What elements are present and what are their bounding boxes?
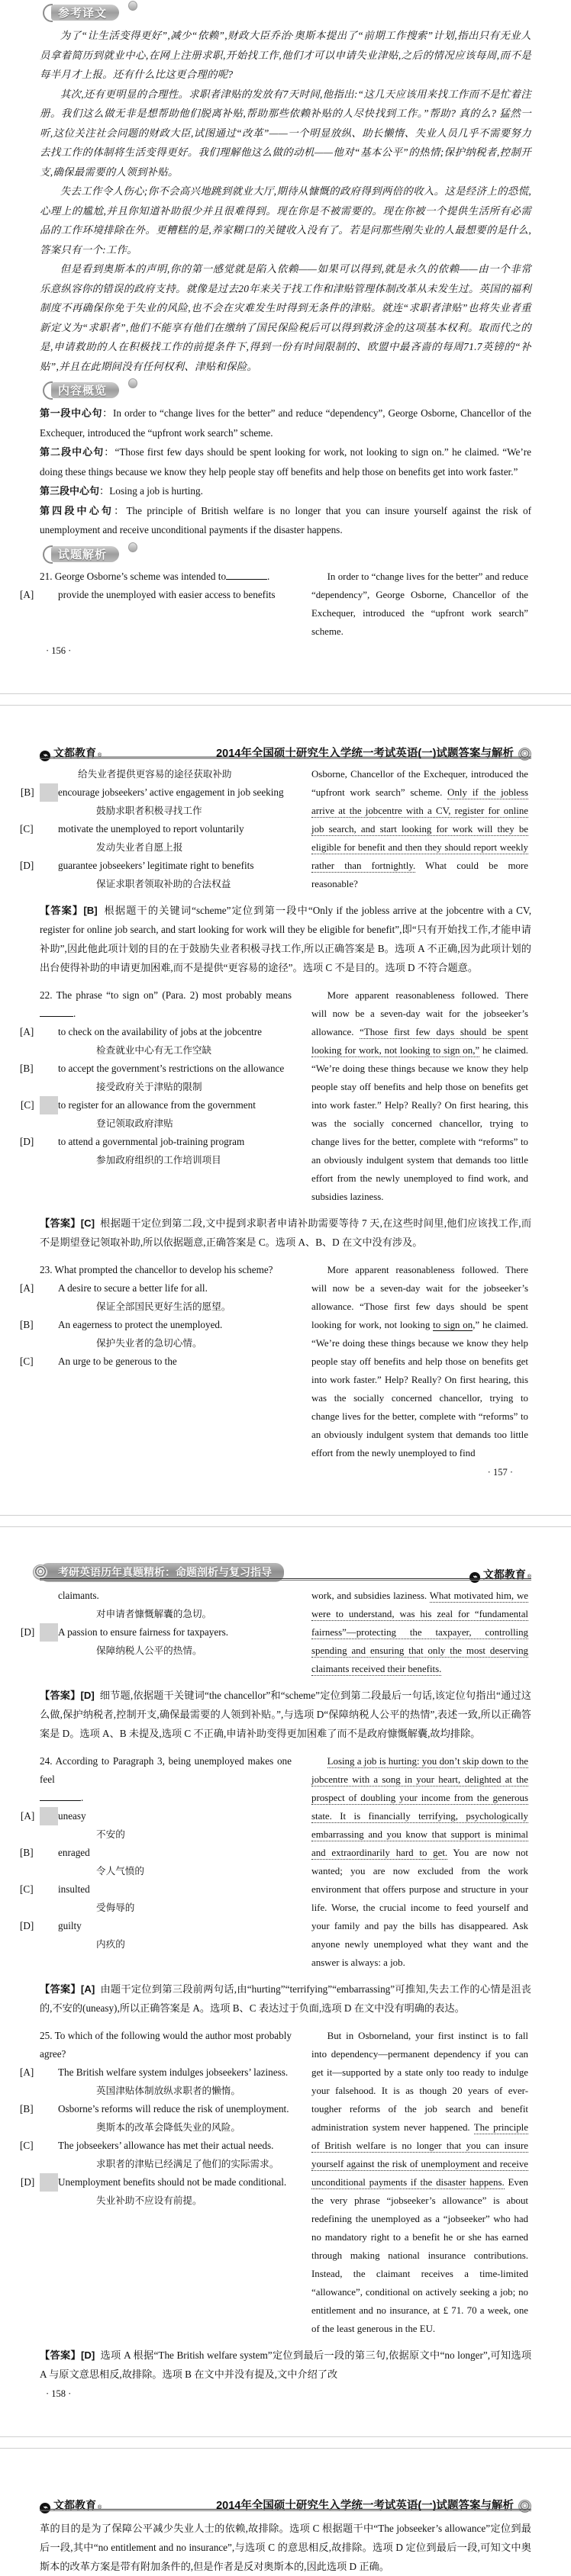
answer-explanation: 由题干定位到第三段前两句话,由“hurting”“terrifying”“embarrassing”可推知,失去工作的心情是沮丧的,不安的(uneasy),所以正确答案是 A。选项 B、C 表达过于负面,选项 D 在文中没有明确的表达。 — [40, 1983, 531, 2014]
overview-label: 第一段中心句 — [40, 407, 103, 419]
stem-tail: . — [267, 570, 270, 582]
answer-21 — [40, 901, 531, 977]
option-text-en: to register for an allowance from the government — [58, 1098, 256, 1111]
passage-column-right — [311, 1752, 528, 1972]
option-tag: [A] — [20, 588, 34, 600]
passage-plain-tail: he claimed. “We’re doing these things because we know they help people stay off benefits and help those on benefits get into work faster.” Help? Really? On first hearing, this was the socially concerned chancellor, trying to change lives for the better, complete with “reforms” to an obviously indulgent system that demands too little effort from the newly unemployed to find work, and subsidies laziness. — [311, 1044, 529, 1202]
option-tag: [B] — [40, 783, 58, 802]
publisher-name: 文都教育 — [482, 1568, 526, 1581]
option-tag: [C] — [40, 1096, 58, 1114]
option-text-cn: 令人气愤的 — [96, 1865, 144, 1877]
page-top-space — [0, 1527, 571, 1553]
page-separator — [0, 2436, 571, 2449]
passage-plain: In order to “change lives for the better” and reduce “dependency”, George Osborne, Chancellor of the Exchequer, introduced the “upfront work search” scheme. — [311, 571, 528, 637]
answer-explanation: 细节题,依据题干关键词“the chancellor”和“scheme”定位到第二段最后一句话,该定位句指出“通过这么做,保护纳税者,控制开支,确保最需要的人领到补贴。”,与选项 D“保障纳税人公平的热情”,表述一致,所以正确答案是 D。选项 A、B 未提及,选项 C 不正确,申请补助变得更加困难了而不是政府慷慨解囊,故均排除。 — [40, 1689, 531, 1739]
badge-knob-icon — [128, 542, 137, 552]
option-text-cn: 不安的 — [96, 1828, 125, 1840]
running-title: 2014年全国硕士研究生入学统一考试英语(一)试题答案与解析 — [216, 2499, 514, 2512]
overview-text: “Those first few days should be spent looking for work, not looking to sign on.” he claimed. “We’re doing these things because we know they help people stay off benefits and help those on benefits get into work faster.” — [40, 446, 531, 478]
question-stem — [40, 986, 292, 1023]
question-column-left — [21, 1587, 292, 1678]
option-text-cn: 登记领取政府津贴 — [96, 1118, 173, 1129]
passage-excerpt — [311, 1752, 528, 1972]
option-b[interactable] — [21, 783, 292, 820]
option-text-en: Osborne’s reforms will reduce the risk of unemployment. — [58, 2102, 289, 2115]
header-rule — [40, 757, 531, 759]
page-bottom-space — [0, 2400, 571, 2426]
badge-knob-icon — [128, 1, 137, 11]
passage-plain-tail: Even the very phrase “jobseeker’s allowance” is about redefining the unemployed as a “jobseeker” who had no mandatory right to a benefit he or she has earned through making national insurance contributions. Instead, the claimant receives a time-limited “allowance”, conditional on actively seeking a job; no entitlement and no insurance, at £ 71. 70 a week, one of the least generous in the EU. — [311, 2176, 528, 2334]
answer-explanation: 根据题干定位到第二段,文中提到求职者申请补助需要等待 7 天,在这些时间里,他们应该找工作,而不是期望登记领取补助,所以依据题意,正确答案是 C。选项 A、B、D 在文中没有涉及。 — [40, 1217, 532, 1248]
overview-label: 第四段中心句 — [40, 504, 115, 516]
overview-sep: ： — [104, 446, 115, 458]
header-rule — [40, 1578, 531, 1581]
registered-icon: ® — [527, 1574, 531, 1580]
option-text-en: to check on the availability of jobs at the jobcentre — [58, 1025, 262, 1037]
option-text-en: enraged — [58, 1846, 90, 1858]
answer-key: 【答案】[C] — [40, 1217, 95, 1229]
option-tag: [C] — [20, 1355, 34, 1367]
answer-key: 【答案】[A] — [40, 1983, 95, 1995]
answer-blank[interactable] — [40, 1800, 81, 1801]
passage-wavy-underline: What motivated him, we were to understand, was his zeal for “fundamental fairness”—protecting the taxpayer, controlling spending and ensuring that only the most deserving claimants received their benefits. — [311, 1590, 528, 1674]
question-text: George Osborne’s scheme was intended to — [54, 570, 227, 582]
section-badge-label: 试题解析 — [51, 546, 119, 562]
question-text: According to Paragraph 3, being unemployed makes one feel — [40, 1754, 292, 1785]
option-text-cn: 参加政府组织的工作培训项目 — [96, 1154, 221, 1166]
option-text-en: to accept the government’s restrictions on the allowance — [58, 1062, 285, 1074]
option-text-en: The British welfare system indulges jobseekers’ laziness. — [58, 2066, 289, 2078]
overview-label: 第三段中心句 — [40, 485, 100, 497]
option-tag: [B] — [20, 2102, 34, 2115]
option-text-en-cont: claimants. — [58, 1589, 99, 1601]
option-text-en: to attend a governmental job-training program — [58, 1135, 245, 1147]
option-text-en: encourage jobseekers’ active engagement in job seeking — [58, 786, 284, 798]
option-a[interactable] — [21, 1807, 292, 1844]
question-column-left — [20, 1752, 292, 1972]
page-top-space — [0, 706, 571, 732]
answer-25-part-b: 革的目的是为了保障公平减少失业人士的依赖,故排除。选项 C 根据题干中“The jobseeker’s allowance”定位到最后一段,其中“no entitlement and no insurance”,与选项 C 的意思相反,故排除。选项 D 定位到最后一段,可知文中奥斯本的改革方案是带有附加条件的,但是作者是反对奥斯本的,因此选项 D 正确。 — [40, 2522, 531, 2572]
overview-item — [40, 481, 531, 501]
passage-plain: But in Osborneland, your first instinct is to fall into dependency—permanent dependency if you can get it—supported by a state only too ready to indulge your falsehood. It is as though 20 years of ever-tougher reforms of the job search and benefit administration system never happened. — [311, 2030, 528, 2133]
overview-text: Losing a job is hurting. — [109, 485, 203, 497]
option-text-cn: 对申请者慷慨解囊的急切。 — [96, 1608, 212, 1619]
question-column-left — [20, 568, 292, 641]
option-a[interactable] — [20, 586, 292, 604]
question-stem — [40, 1261, 292, 1279]
option-tag: [A] — [20, 1282, 34, 1294]
answer-blank[interactable] — [40, 1016, 73, 1017]
option-c-cn — [40, 1587, 292, 1623]
passage-wavy-underline: The principle of British welfare is no longer that you can insure yourself against the risk of unemployment and receive unconditional payments if the disaster happens. — [311, 2121, 528, 2188]
passage-wavy-underline: “Those first few days should be spent looking for work, not looking to sign on,” — [311, 1026, 528, 1056]
option-text-cn: 保护失业者的急切心情。 — [96, 1337, 202, 1349]
passage-straight-underline: to sign on — [433, 1319, 473, 1330]
overview-item — [40, 442, 531, 481]
option-d[interactable] — [21, 2173, 292, 2210]
option-tag: [D] — [40, 1623, 58, 1642]
option-tag: [D] — [20, 1919, 34, 1931]
publisher-name: 文都教育 — [53, 2498, 96, 2511]
registered-icon: ® — [98, 2504, 102, 2510]
question-21-block — [20, 568, 531, 641]
option-text-cn: 英国津贴体制放纵求职者的懒惰。 — [96, 2085, 240, 2096]
option-text-en: guilty — [58, 1919, 82, 1931]
answer-22 — [40, 1214, 531, 1252]
passage-plain-tail: ,” he claimed. “We’re doing these things because we know they help people stay off benefits and help those on benefits get into work faster.” Help? Really? On first hearing, this was the socially concerned chancellor, trying to change lives for the better, complete with “reforms” to an obviously indulgent system that demands too little effort from the newly unemployed to find — [311, 1319, 528, 1458]
option-tag: [B] — [20, 1062, 34, 1074]
header-rule — [40, 2509, 531, 2511]
passage-plain-tail: What could be more reasonable? — [311, 860, 528, 889]
option-tag: [C] — [20, 2139, 34, 2151]
option-tag: [D] — [40, 2173, 58, 2192]
question-22-block — [20, 986, 531, 1206]
option-tag: [C] — [20, 1883, 34, 1895]
stem-tail: . — [81, 1791, 84, 1803]
option-b[interactable] — [20, 2100, 292, 2137]
translation-paragraph: 失去工作令人伤心;你不会高兴地跳到就业大厅,期待从慷慨的政府得到两倍的收入。这是经济上的恐慌,心理上的尴尬,并且你知道补助很少并且很难得到。现在你是不被需要的。现在你被一个提供生活所有必需品的工作环境排除在外。更糟糕的是,养家糊口的关键收入没有了。若是问那些刚失业的人最想要的是什么,答案只有一个:工作。 — [40, 185, 531, 256]
option-text-cn: 受侮辱的 — [96, 1902, 135, 1913]
running-title: 2014年全国硕士研究生入学统一考试英语(一)试题答案与解析 — [216, 747, 514, 760]
passage-wavy-underline: Losing a job is hurting: you don’t skip down to the jobcentre with a song in your heart, delighted at the prospect of doubling your income from the generous state. It is financially terrifying, psychologically embarrassing and you know that support is minimal and extraordinarily hard to get. — [311, 1755, 528, 1858]
passage-plain-tail: You are now not wanted; you are now excluded from the work environment that offers purpose and structure in your life. Worse, the crucial income to feed yourself and your family and pay the bills has disappeared. Ask anyone newly unemployed what they want and the answer is always: a job. — [311, 1847, 529, 1968]
overview-item — [40, 501, 531, 540]
page-separator — [0, 1515, 571, 1527]
option-text-en: motivate the unemployed to report voluntarily — [58, 822, 244, 835]
option-text-cn: 鼓励求职者积极寻找工作 — [96, 805, 202, 816]
book-title-text: 考研英语历年真题精析：命题剖析与复习指导 — [58, 1565, 272, 1578]
option-text-en: insulted — [58, 1883, 90, 1895]
answer-explanation: 根据题干的关键词“scheme”定位到第一段中“Only if the jobless arrive at the jobcentre with a CV, register for online job search, and start looking for work will they be eligible for benefit”,即“只有开始找工作,才能申请补助”,因此他此项计划的目的在于鼓励失业者积极寻找工作,所以正确答案是 B。选项 A 不正确,因为此项计划的出台使得补助的申请更加困难,而不是提供“更容易的途径”。选项 C 不是目的。选项 D 不符合题意。 — [40, 904, 531, 973]
page-157 — [0, 732, 571, 1553]
section-badge-label: 参考译文 — [51, 5, 119, 21]
passage-excerpt — [311, 1587, 528, 1678]
option-text-en: A passion to ensure fairness for taxpayers. — [58, 1626, 229, 1638]
option-tag: [C] — [20, 822, 34, 835]
overview-text: The principle of British welfare is no longer that you can insure yourself against the risk of unemployment and receive unconditional payments if the disaster happens. — [40, 504, 531, 535]
passage-column-right — [311, 765, 528, 893]
answer-key: 【答案】[B] — [40, 904, 98, 916]
question-stem — [40, 2027, 292, 2063]
translation-paragraph: 为了“让生活变得更好”,减少“依赖”,财政大臣乔治·奥斯本提出了“前期工作搜索”计划,指出只有无业人员拿着简历到就业中心,在网上注册求职,开始找工作,他们才可以申请失业津贴,之后的情况应该每周,而不是每半月才上报。还有什么比这更合理的呢? — [40, 30, 531, 80]
overview-item — [40, 404, 531, 442]
passage-column-right — [311, 2027, 528, 2338]
option-text-cn: 内疚的 — [96, 1938, 125, 1950]
question-number: 21. — [40, 570, 53, 582]
overview-list — [40, 404, 531, 540]
running-header-158 — [0, 1553, 571, 1582]
page-separator — [0, 693, 571, 706]
option-a-cn — [40, 765, 292, 783]
option-text-cn: 失业补助不应设有前提。 — [96, 2195, 202, 2206]
option-c[interactable] — [20, 2137, 292, 2173]
question-text: To which of the following would the author most probably agree? — [40, 2029, 292, 2060]
question-23-continued — [21, 1587, 531, 1678]
wendu-logo-icon: ⌁ — [40, 751, 50, 761]
overview-text: In order to “change lives for the better” and reduce “dependency”, George Osborne, Chancellor of the Exchequer, introduced the “upfront work search” scheme. — [40, 407, 531, 439]
question-stem — [40, 1752, 292, 1789]
page-158 — [0, 1553, 571, 2484]
option-d[interactable] — [20, 1917, 292, 1954]
registered-icon: ® — [98, 752, 102, 758]
page-156 — [0, 0, 571, 732]
option-text-cn: 检查就业中心有无工作空缺 — [96, 1044, 212, 1056]
translation-paragraph: 其次,还有更明显的合理性。求职者津贴的发放有7天时间,他指出:“这几天应该用来找工作而不是忙着注册。我们这么做无非是想帮助他们脱离补贴,帮助那些依赖补贴的人尽快找到工作。”帮助? 真的么? 猛然一听,这位关注社会问题的财政大臣,试图通过“改革”——一个明显放纵、助长懒惰、失业人员几乎不需要努力去找工作的体制将生活变得更好。我们理解他这么做的动机——他对“基本公平”的热情;保护纳税者,控制开支,确保最需要的人领到补贴。 — [40, 88, 531, 178]
option-text-cn: 保证全部国民更好生活的愿望。 — [96, 1301, 231, 1312]
passage-column-right — [311, 568, 528, 641]
option-text-en: An eagerness to protect the unemployed. — [58, 1318, 223, 1330]
option-b[interactable] — [20, 1060, 292, 1096]
option-tag: [B] — [20, 1318, 34, 1330]
answer-key: 【答案】[D] — [40, 1689, 95, 1701]
passage-column-right — [311, 1261, 528, 1462]
option-text-cn: 给失业者提供更容易的途径获取补助 — [78, 768, 232, 780]
page-159-fragment — [0, 2484, 571, 2576]
passage-column-right — [311, 1587, 528, 1678]
section-badge-overview — [43, 381, 531, 400]
question-stem-blank-line — [40, 1789, 292, 1807]
option-a[interactable] — [20, 2063, 292, 2100]
overview-sep: ： — [102, 407, 114, 419]
answer-explanation-part-a: 选项 A 根据“The British welfare system”定位到最后一段的第三句,依据原文中“no longer”,可知选项 A 与原文意思相反,故排除。选项 B 在文中并没有提及,文中介绍了改 — [40, 2349, 532, 2380]
passage-plain-cont: work, and subsidies laziness. — [311, 1590, 430, 1601]
option-text-en: The jobseekers’ allowance has met their actual needs. — [58, 2139, 274, 2151]
option-text-cn: 保障纳税人公平的热情。 — [96, 1645, 202, 1656]
option-tag: [A] — [20, 1025, 34, 1037]
option-tag: [B] — [20, 1846, 34, 1858]
option-d[interactable] — [20, 857, 292, 893]
badge-knob-icon — [128, 378, 137, 388]
option-text-en: provide the unemployed with easier access to benefits — [58, 588, 276, 600]
option-a[interactable] — [20, 1279, 292, 1316]
option-c[interactable] — [20, 1880, 292, 1917]
overview-sep: ： — [114, 504, 127, 516]
passage-column-right — [311, 986, 528, 1206]
answer-blank[interactable] — [226, 579, 267, 580]
stem-tail: . — [73, 1007, 76, 1019]
translation-paragraph: 但是看到奥斯本的声明,你的第一感觉就是陷入依赖——如果可以得到,就是永久的依赖——由一个非常乐意纵容你的错误的政府支持。就像是过去20年来关于找工作和津贴管理体制改革从未发生过。英国的福利制度不再确保你免于失业的风险,也不会在灾难发生时得到无条件的津贴。就连“求职者津贴”也将失业者重新定义为“求职者”,他们不能享有他们在缴纳了国民保险税后可以得到救济金的这项基本权利。取而代之的是,申请救助的人在积极找工作的前提条件下,得到一份有时间限制的、欧盟中最吝啬的每周71.7英镑的“补贴”,并且在此期间没有任何权利、津贴和保险。 — [40, 263, 531, 372]
question-column-left — [20, 2027, 292, 2338]
question-23-block — [20, 1261, 531, 1462]
page-folio: · 156 · — [46, 645, 72, 656]
option-d[interactable] — [21, 1623, 292, 1660]
option-tag: [A] — [40, 1807, 58, 1825]
answer-23 — [40, 1686, 531, 1743]
page-folio: · 157 · — [487, 1466, 513, 1478]
option-tag: [D] — [20, 859, 34, 871]
answer-key: 【答案】[D] — [40, 2349, 95, 2361]
overview-sep: ： — [99, 485, 110, 497]
option-d[interactable] — [20, 1133, 292, 1169]
option-text-cn: 保证求职者领取补助的合法权益 — [96, 878, 231, 889]
question-25-block — [20, 2027, 531, 2338]
option-text-cn: 求职者的津贴已经满足了他们的实际需求。 — [96, 2158, 279, 2169]
running-header-157 — [0, 732, 571, 761]
question-number: 22. — [40, 989, 53, 1001]
section-badge-label: 内容概览 — [51, 382, 119, 398]
question-column-left — [20, 1261, 292, 1462]
question-number: 24. — [40, 1754, 53, 1767]
question-number: 23. — [40, 1263, 53, 1275]
option-text-en: Unemployment benefits should not be made conditional. — [58, 2176, 287, 2188]
passage-plain: More apparent reasonableness followed. There will now be a seven-day wait for the jobseeker’s allowance. “Those first few days should be spent looking for work, not looking — [311, 1264, 528, 1330]
option-text-en: A desire to secure a better life for all. — [58, 1282, 208, 1294]
translation-body — [40, 26, 531, 376]
wendu-logo-icon: ⌁ — [469, 1572, 480, 1583]
question-stem — [40, 568, 292, 586]
option-text-cn: 接受政府关于津贴的限制 — [96, 1081, 202, 1092]
question-text: What prompted the chancellor to develop his scheme? — [54, 1263, 273, 1275]
question-21-continued — [20, 765, 531, 893]
answer-25-part-a — [40, 2346, 531, 2384]
page-bottom-space — [0, 657, 571, 683]
page-top-space — [0, 2449, 571, 2484]
section-badge-translation — [43, 3, 531, 23]
option-c[interactable] — [20, 820, 292, 857]
answer-24 — [40, 1979, 531, 2018]
section-badge-analysis — [43, 545, 531, 564]
page-folio: · 158 · — [46, 2388, 72, 2399]
option-c[interactable] — [21, 1096, 292, 1133]
passage-wavy-underline: Only if the jobless arrive at the jobcentre with a CV, register for online job search, and start looking for work will they be eligible for benefit and then they should report weekly rather than fortnightly. — [311, 786, 528, 871]
option-a[interactable] — [20, 1023, 292, 1060]
option-b[interactable] — [20, 1844, 292, 1880]
option-text-en: uneasy — [58, 1809, 86, 1822]
option-text-cn: 奥斯本的改革会降低失业的风险。 — [96, 2121, 240, 2133]
wendu-logo-icon: ⌁ — [40, 2503, 50, 2513]
passage-plain-cont: Osborne, Chancellor of the Exchequer, introduced the “upfront work search” scheme. — [311, 768, 528, 798]
passage-excerpt — [311, 2027, 528, 2338]
passage-excerpt — [311, 1261, 528, 1462]
passage-plain: More apparent reasonableness followed. There will now be a seven-day wait for the jobseeker’s allowance. — [311, 989, 528, 1037]
question-column-left — [20, 986, 292, 1206]
passage-excerpt — [311, 765, 528, 893]
option-b[interactable] — [20, 1316, 292, 1352]
question-column-left — [20, 765, 292, 893]
publisher-name: 文都教育 — [53, 746, 96, 759]
passage-excerpt — [311, 568, 528, 641]
overview-label: 第二段中心句 — [40, 446, 105, 458]
passage-excerpt — [311, 986, 528, 1206]
question-text: The phrase “to sign on” (Para. 2) most probably means — [56, 989, 292, 1001]
page-bottom-space — [0, 1478, 571, 1504]
question-number: 25. — [40, 2029, 53, 2041]
option-tag: [D] — [20, 1135, 34, 1147]
option-tag: [A] — [20, 2066, 34, 2078]
option-text-en-partial: An urge to be generous to the — [58, 1355, 177, 1367]
running-header-159 — [0, 2484, 571, 2513]
option-text-cn: 发动失业者自愿上报 — [96, 841, 183, 853]
question-24-block — [20, 1752, 531, 1972]
option-text-en: guarantee jobseekers’ legitimate right to benefits — [58, 859, 254, 871]
option-c-partial[interactable] — [20, 1352, 292, 1371]
